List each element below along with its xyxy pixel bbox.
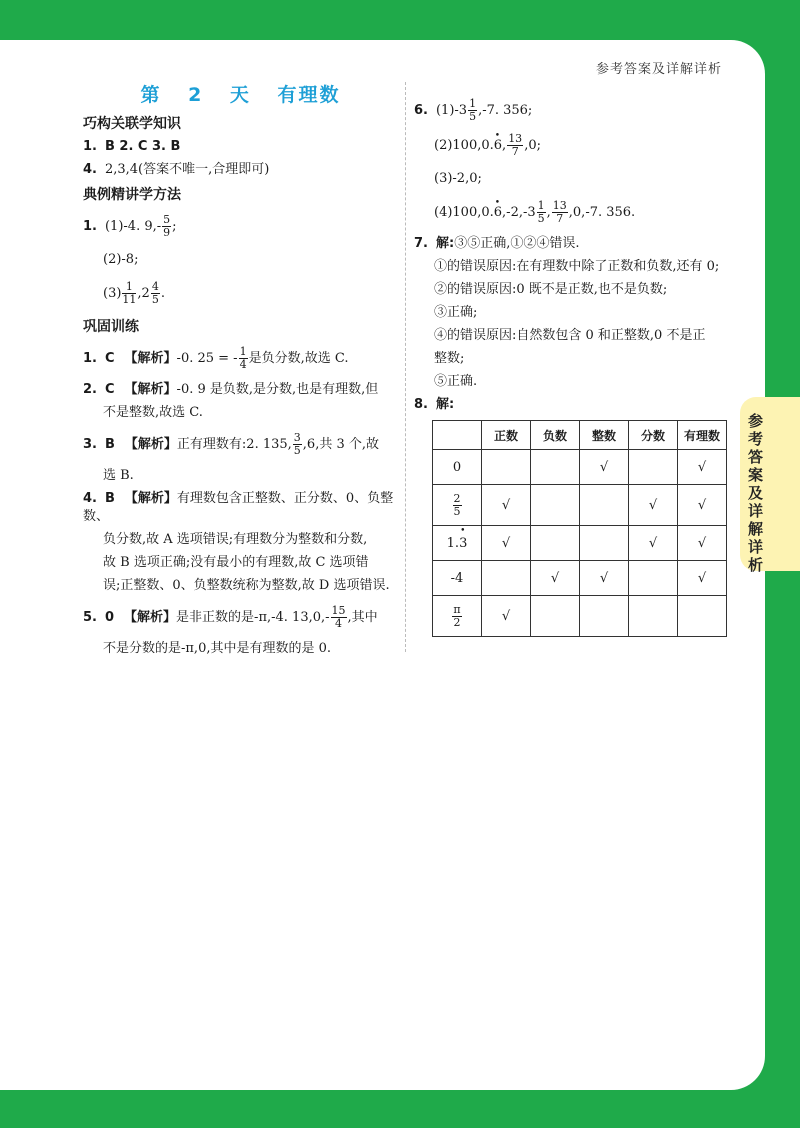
table-cell [629,450,678,485]
table-row [433,526,727,561]
table-cell [531,526,580,561]
left-column [83,80,398,663]
row-label: 0 [433,450,482,485]
sec1-q1: 1. B 2. C 3. B [83,139,181,154]
fraction: $\frac{1}{11}$ [122,280,137,306]
table-cell [580,485,629,526]
table-cell [531,485,580,526]
table-cell [580,526,629,561]
fraction: $\frac{3}{5}$ [293,431,301,457]
sec3-q5: 5. 0 【解析】是非正数的是-π,-4. 13,0,- $\frac{15}{4}$ ,其中 [83,604,378,630]
table-cell [580,596,629,637]
sec2-q1-a: 1. (1)-4. 9,- $\frac{5}{9}$ ; [83,213,177,239]
sec2-q1-b: (2)-8; [103,252,139,267]
row-label: $\frac{2}{5}$ [433,485,482,526]
column-divider [405,82,406,652]
table-cell: √ [482,596,531,637]
table-row [433,450,727,485]
fraction: $\frac{4}{5}$ [151,280,159,306]
table-cell: √ [580,450,629,485]
table-cell [482,561,531,596]
sec3-q4-cont-2: 故 B 选项正确;没有最小的有理数,故 C 选项错 [103,555,369,570]
table-header: 有理数 [678,421,727,450]
table-cell: √ [678,526,727,561]
q7-l2: ②的错误原因:0 既不是正数,也不是负数; [434,282,668,297]
q6-line3: (3)-2,0; [434,171,482,186]
table-row [433,561,727,596]
table-row [433,596,727,637]
table-header: 整数 [580,421,629,450]
side-tab-label: 参考答案及详解详析 [748,412,764,574]
q6-line4: (4)100,0.• 6,-2,-3 $\frac{1}{5}$ , $\frac{13}{7}$ ,0,-7. 356. [414,200,734,225]
sec3-q2: 2. C 【解析】-0. 9 是负数,是分数,也是有理数,但 [83,382,379,397]
table-cell [629,561,678,596]
sec3-q4-cont-1: 负分数,故 A 选项错误;有理数分为整数和分数, [103,532,368,547]
section-title-3: 巩固训练 [83,319,139,335]
q8-lead: 8. 解: [414,397,455,412]
table-corner [433,421,482,450]
running-header: 参考答案及详解详析 [595,62,722,77]
q7-lead: 7. 解:③⑤正确,①②④错误. [414,236,580,251]
sec3-q3: 3. B 【解析】正有理数有:2. 135, $\frac{3}{5}$ ,6,共 3 个,故 [83,431,380,457]
q7-l3: ③正确; [434,305,478,320]
table-header: 负数 [531,421,580,450]
table-cell [482,450,531,485]
table-cell [678,596,727,637]
table-header: 正数 [482,421,531,450]
table-cell: √ [531,561,580,596]
table-cell: √ [580,561,629,596]
sec3-q4: 4. B 【解析】有理数包含正整数、正分数、0、负整数、 [83,491,394,524]
q7-l6: ⑤正确. [434,374,478,389]
q6-line2: (2)100,0.• 6, $\frac{13}{7}$ ,0; [414,133,734,158]
table-cell: √ [629,526,678,561]
sec3-q4-cont-3: 误;正整数、0、负整数统称为整数,故 D 选项错误. [103,578,390,593]
fraction: $\frac{13}{7}$ [552,199,567,225]
table-cell: √ [678,485,727,526]
page-title: 第 2 天 有理数 [140,84,341,106]
table-cell: √ [678,450,727,485]
table-cell [531,450,580,485]
q7-l5: 整数; [434,351,465,366]
row-label: -4 [433,561,482,596]
fraction: $\frac{5}{9}$ [163,213,171,239]
row-label: $\frac{\pi}{2}$ [433,596,482,637]
table-cell: √ [482,526,531,561]
q6-line1: 6. (1)-3 $\frac{1}{5}$ ,-7. 356; [414,97,533,123]
sec3-q3-cont: 选 B. [103,468,134,483]
fraction: $\frac{1}{5}$ [469,97,477,123]
right-column [414,88,734,637]
q7-l4: ④的错误原因:自然数包含 0 和正整数,0 不是正 [434,328,706,343]
table-header-row [433,421,727,450]
sec3-q5-cont: 不是分数的是-π,0,其中是有理数的是 0. [103,641,332,656]
fraction: $\frac{1}{5}$ [537,199,545,225]
section-title-2: 典例精讲学方法 [83,187,181,203]
sec3-q2-cont: 不是整数,故选 C. [103,405,203,420]
sec1-q4: 4. 2,3,4(答案不唯一,合理即可) [83,162,270,177]
table-cell [531,596,580,637]
row-label: 1.• 3 [433,526,482,561]
classification-table [432,420,727,637]
fraction: $\frac{15}{4}$ [331,604,346,630]
table-cell: √ [678,561,727,596]
q7-l1: ①的错误原因:在有理数中除了正数和负数,还有 0; [434,259,720,274]
table-cell: √ [629,485,678,526]
table-cell [629,596,678,637]
table-cell: √ [482,485,531,526]
sec3-q1: 1. C 【解析】-0. 25 = - $\frac{1}{4}$ 是负分数,故选 C. [83,345,349,371]
sec2-q1-c: (3) $\frac{1}{11}$ ,2 $\frac{4}{5}$ . [103,280,165,306]
table-header: 分数 [629,421,678,450]
fraction: $\frac{1}{4}$ [239,345,247,371]
table-row [433,485,727,526]
fraction: $\frac{13}{7}$ [508,132,523,158]
section-title-1: 巧构关联学知识 [83,116,181,132]
